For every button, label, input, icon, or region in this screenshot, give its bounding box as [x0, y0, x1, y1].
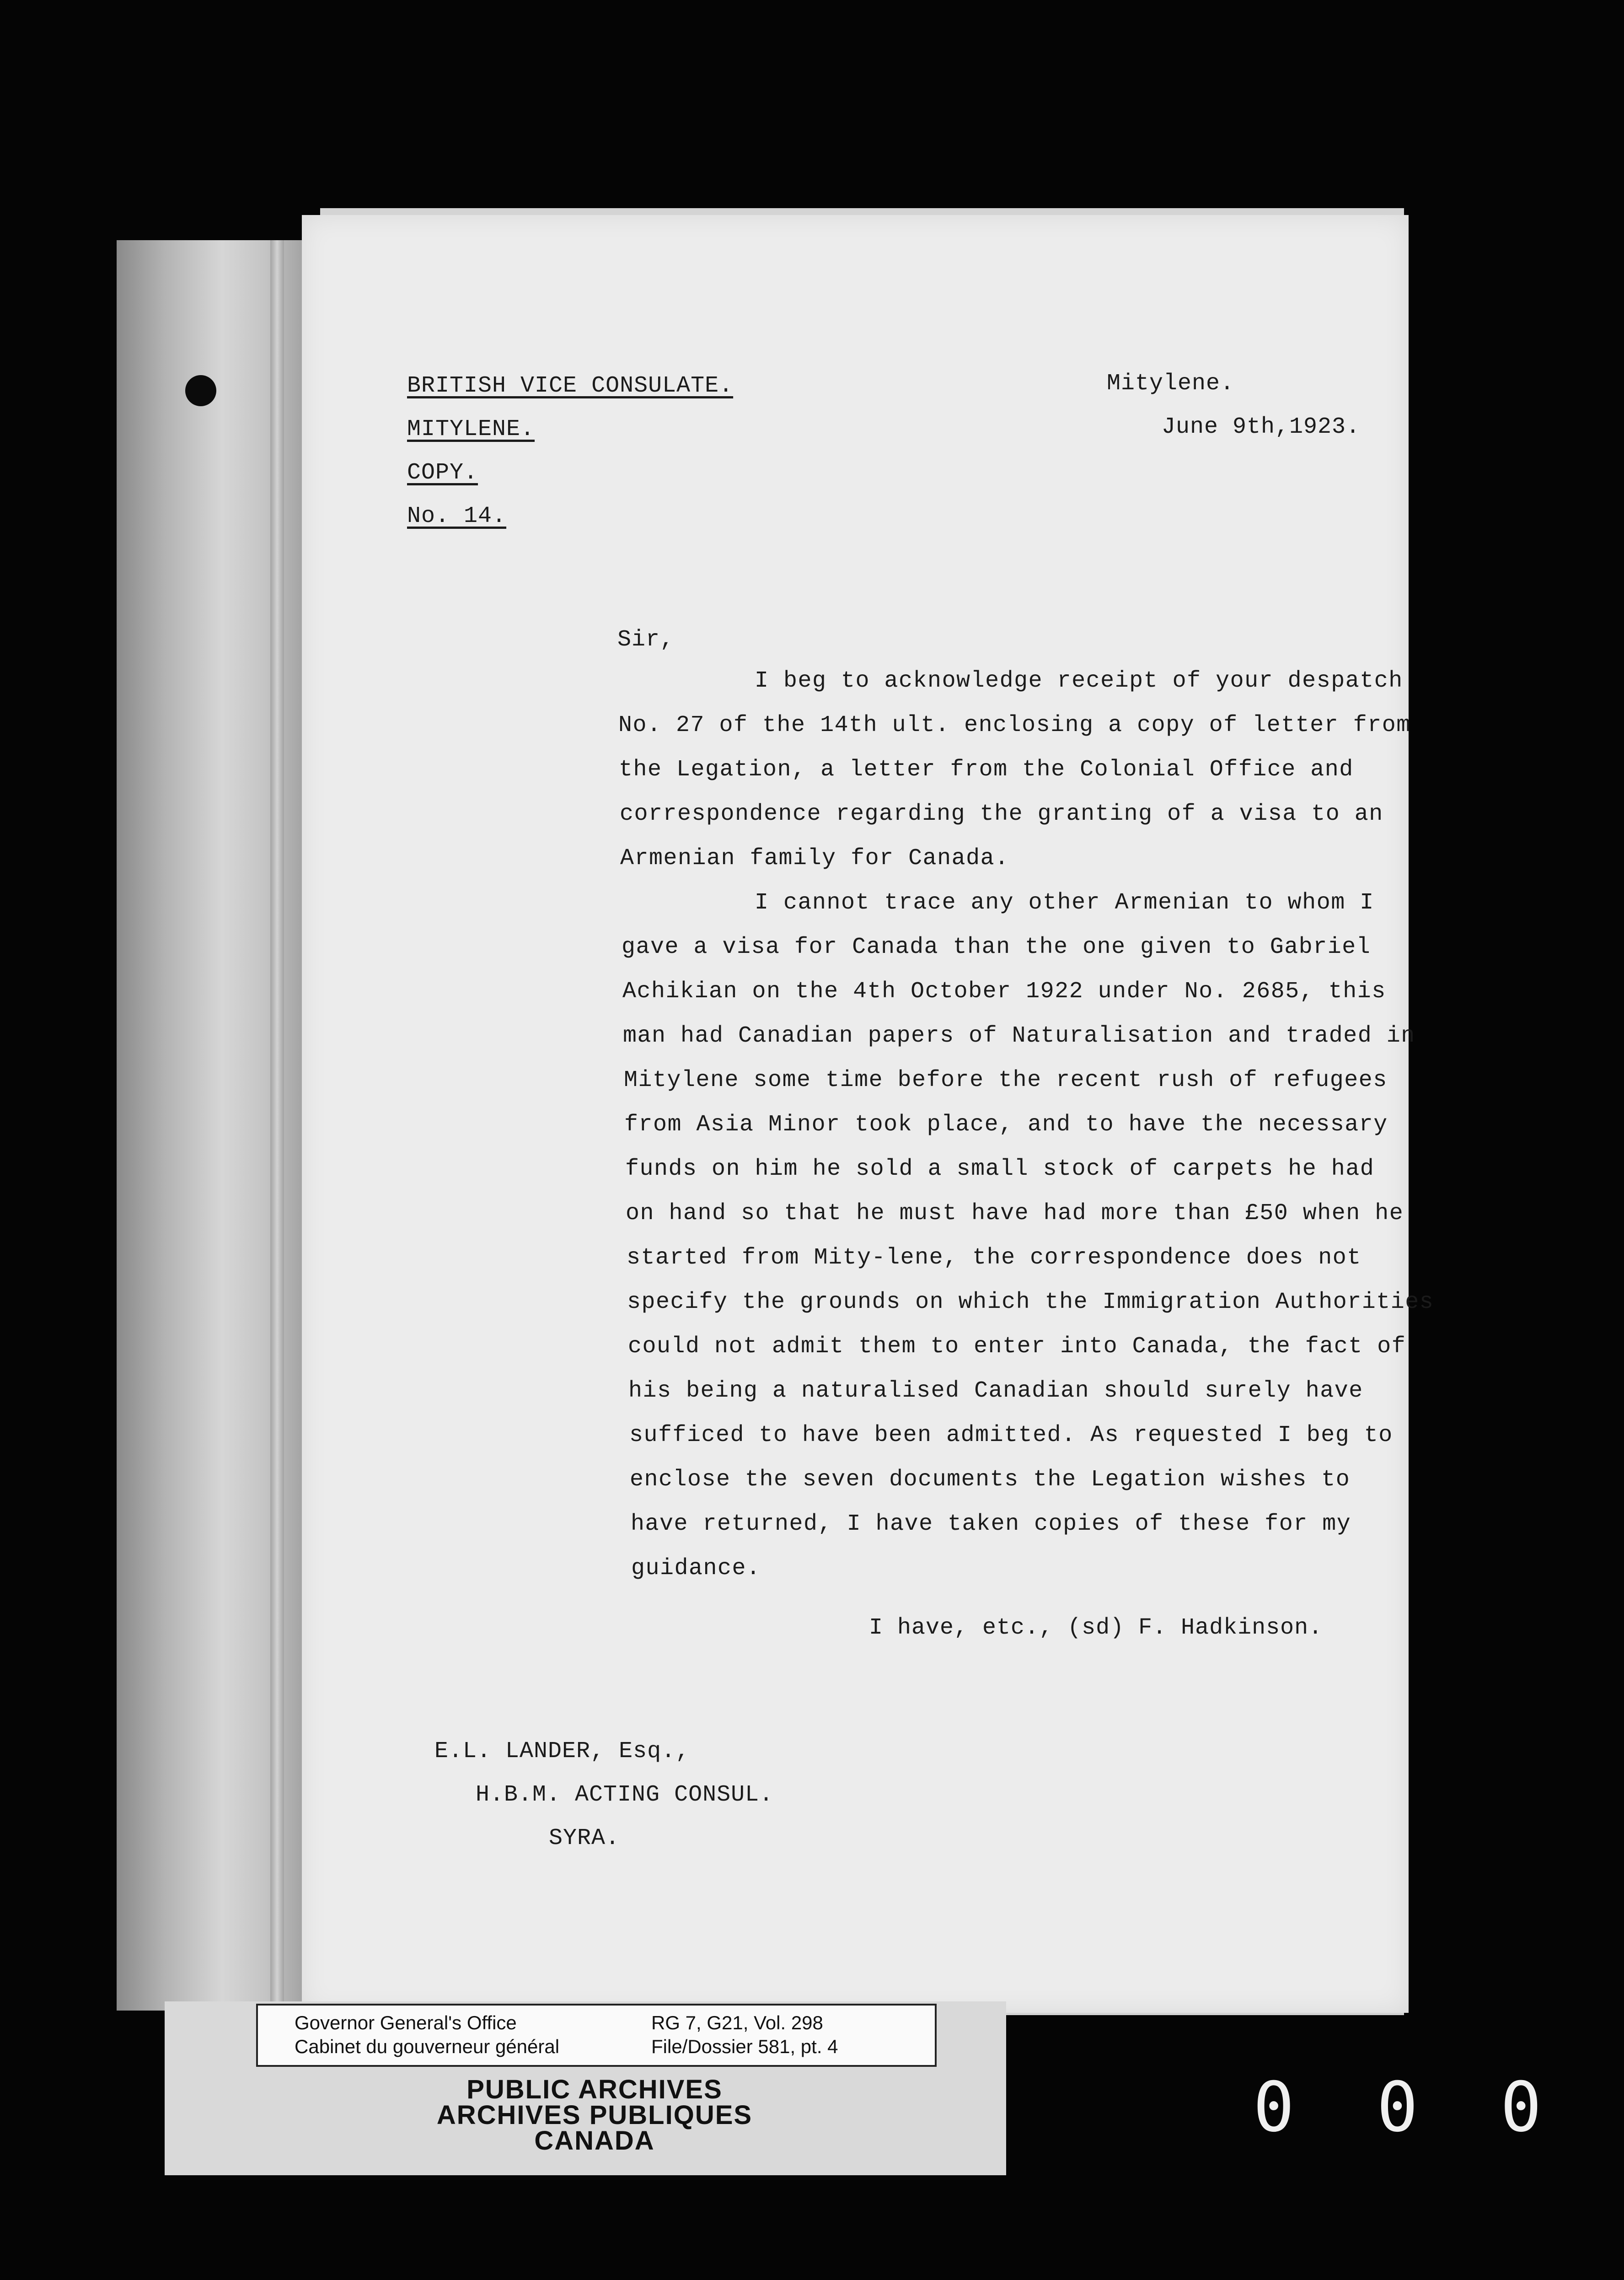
dateline-date: June 9th,1923. [1162, 414, 1361, 440]
body-line: have returned, I have taken copies of these for my [631, 1511, 1351, 1537]
label-file: File/Dossier 581, pt. 4 [651, 2036, 838, 2057]
body-line: sufficed to have been admitted. As requested I beg to [629, 1422, 1393, 1448]
dateline-place: Mitylene. [1107, 371, 1235, 397]
letterhead-copy: COPY. [407, 460, 478, 486]
punch-hole [185, 375, 216, 406]
archives-line-3: CANADA [534, 2126, 655, 2156]
body-line: Mitylene some time before the recent rush of refugees [624, 1067, 1388, 1093]
body-line: I beg to acknowledge receipt of your despatch [755, 668, 1403, 694]
body-line: Achikian on the 4th October 1922 under No. 2685, this [622, 979, 1386, 1005]
body-line: gave a visa for Canada than the one given to Gabriel [622, 934, 1371, 960]
addressee-title: H.B.M. ACTING CONSUL. [476, 1782, 774, 1808]
body-line: on hand so that he must have had more than £50 when he [626, 1200, 1404, 1226]
archives-stamp [320, 2077, 869, 2154]
body-line: correspondence regarding the granting of a visa to an [620, 801, 1383, 827]
body-line: specify the grounds on which the Immigration Authorities [627, 1289, 1434, 1315]
label-reference: RG 7, G21, Vol. 298 [651, 2012, 823, 2033]
body-line: the Legation, a letter from the Colonial Office and [619, 757, 1354, 783]
closing-signature: I have, etc., (sd) F. Hadkinson. [869, 1615, 1323, 1641]
letterhead-number: No. 14. [407, 503, 507, 529]
addressee-name: E.L. LANDER, Esq., [434, 1738, 690, 1764]
body-line: Armenian family for Canada. [620, 845, 1009, 871]
binding-crease [270, 240, 284, 2011]
addressee-place: SYRA. [549, 1825, 620, 1851]
letterhead-office: BRITISH VICE CONSULATE. [407, 373, 734, 399]
letter-page [302, 215, 1434, 2013]
archives-line-1: PUBLIC ARCHIVES [466, 2075, 723, 2104]
body-line: man had Canadian papers of Naturalisation and traded in [623, 1023, 1415, 1049]
frame-number: 000 [1253, 2068, 1624, 2147]
salutation: Sir, [617, 627, 675, 653]
body-line: guidance. [631, 1555, 761, 1581]
body-line: No. 27 of the 14th ult. enclosing a copy of letter from [618, 712, 1411, 738]
folder-binding [117, 240, 309, 2011]
label-office-en: Governor General's Office [295, 2012, 517, 2033]
body-line: enclose the seven documents the Legation wishes to [630, 1467, 1351, 1493]
body-line: from Asia Minor took place, and to have the necessary [624, 1112, 1388, 1138]
body-line: could not admit them to enter into Canada, the fact of [628, 1334, 1406, 1360]
body-line: funds on him he sold a small stock of carpets he had [625, 1156, 1375, 1182]
archive-reference-label [256, 2004, 937, 2067]
body-line: I cannot trace any other Armenian to whom I [755, 890, 1374, 916]
body-line: started from Mity-lene, the correspondence does not [627, 1245, 1361, 1271]
letterhead-place: MITYLENE. [407, 416, 535, 442]
archives-line-2: ARCHIVES PUBLIQUES [436, 2100, 753, 2130]
label-office-fr: Cabinet du gouverneur général [295, 2036, 560, 2057]
body-line: his being a naturalised Canadian should surely have [628, 1378, 1363, 1404]
